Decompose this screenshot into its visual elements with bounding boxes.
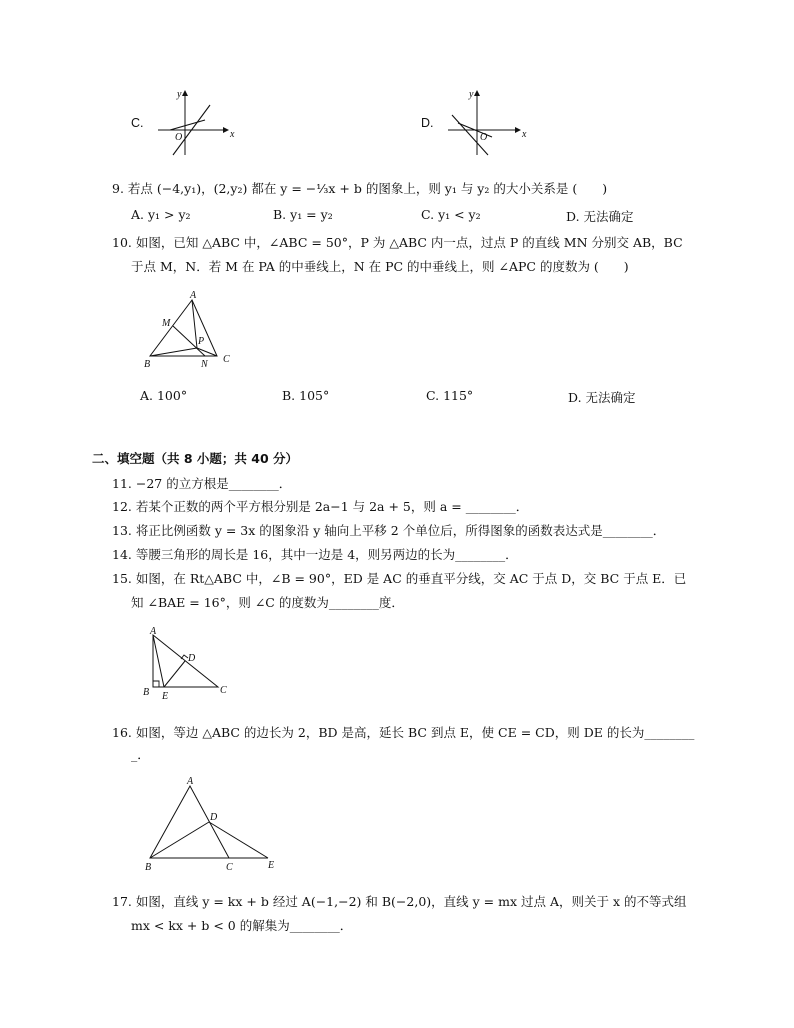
origin-label: O bbox=[480, 132, 488, 143]
y-label: y bbox=[177, 89, 182, 100]
label-b: B bbox=[143, 687, 150, 698]
line-2 bbox=[170, 120, 205, 130]
option-c-graph bbox=[150, 85, 240, 160]
label-a: A bbox=[190, 290, 197, 301]
q10-line1: 10. 如图，已知 △ABC 中，∠ABC = 50°，P 为 △ABC 内一点，过点 P 的直线 MN 分别交 AB，BC bbox=[112, 235, 683, 250]
q15-line1: 15. 如图，在 Rt△ABC 中，∠B = 90°，ED 是 AC 的垂直平分线，交 AC 于点 D，交 BC 于点 E．已 bbox=[112, 571, 687, 586]
label-b: B bbox=[144, 359, 151, 370]
q16-line1: 16. 如图，等边 △ABC 的边长为 2，BD 是高，延长 BC 到点 E，使 CE = CD，则 DE 的长为________ bbox=[112, 725, 695, 740]
option-d-graph bbox=[440, 85, 530, 160]
q10-line2: 于点 M，N．若 M 在 PA 的中垂线上，N 在 PC 的中垂线上，则 ∠APC 的度数为 ( ) bbox=[131, 259, 629, 274]
q15-line2: 知 ∠BAE = 16°，则 ∠C 的度数为________度． bbox=[131, 595, 404, 610]
q10-option-b[interactable]: B. 105° bbox=[282, 388, 330, 403]
q17-line2: mx < kx + b < 0 的解集为________． bbox=[131, 918, 353, 933]
label-d: D bbox=[210, 812, 218, 823]
x-label: x bbox=[230, 129, 235, 140]
triangle-abc bbox=[150, 300, 217, 356]
label-d: D bbox=[188, 653, 196, 664]
origin-label: O bbox=[175, 132, 183, 143]
x-label: x bbox=[522, 129, 527, 140]
section-2-title: 二、填空题（共 8 小题；共 40 分） bbox=[92, 451, 299, 466]
q9-option-c[interactable]: C. y₁ < y₂ bbox=[421, 207, 481, 222]
q16-line2: _． bbox=[131, 747, 150, 762]
q10-figure bbox=[140, 288, 250, 373]
q13: 13. 将正比例函数 y = 3x 的图象沿 y 轴向上平移 2 个单位后，所得图象的函数表达式是________． bbox=[112, 523, 666, 538]
q9-option-a[interactable]: A. y₁ > y₂ bbox=[131, 207, 191, 222]
right-angle-b bbox=[153, 681, 159, 687]
q16-figure bbox=[140, 772, 290, 877]
q11: 11. −27 的立方根是________． bbox=[112, 476, 292, 491]
segment-bd bbox=[150, 822, 209, 858]
label-a: A bbox=[150, 626, 157, 637]
label-c: C bbox=[220, 685, 227, 696]
option-d-label: D. bbox=[421, 116, 434, 130]
q15-figure bbox=[140, 625, 240, 700]
q9-option-d[interactable]: D. 无法确定 bbox=[566, 209, 634, 224]
label-m: M bbox=[162, 318, 171, 329]
y-label: y bbox=[469, 89, 474, 100]
q17-line1: 17. 如图，直线 y = kx + b 经过 A(−1,−2) 和 B(−2,0)，直线 y = mx 过点 A，则关于 x 的不等式组 bbox=[112, 894, 687, 909]
label-b: B bbox=[145, 862, 152, 873]
label-c: C bbox=[226, 862, 233, 873]
q12: 12. 若某个正数的两个平方根分别是 2a−1 与 2a + 5，则 a = ________． bbox=[112, 499, 529, 514]
label-a: A bbox=[187, 776, 194, 787]
segment-bp bbox=[150, 348, 197, 356]
label-n: N bbox=[201, 359, 208, 370]
option-c-label: C. bbox=[131, 116, 144, 130]
q9-option-b[interactable]: B. y₁ = y₂ bbox=[273, 207, 333, 222]
label-e: E bbox=[268, 860, 275, 871]
segment-de bbox=[209, 822, 268, 858]
q10-option-c[interactable]: C. 115° bbox=[426, 388, 474, 403]
q10-option-a[interactable]: A. 100° bbox=[140, 388, 188, 403]
q14: 14. 等腰三角形的周长是 16，其中一边是 4，则另两边的长为________． bbox=[112, 547, 518, 562]
segment-ed bbox=[164, 661, 185, 687]
label-e: E bbox=[162, 691, 169, 700]
q9-stem: 9. 若点 (−4,y₁)，(2,y₂) 都在 y = −⅓x + b 的图象上，则 y₁ 与 y₂ 的大小关系是 ( ) bbox=[112, 181, 608, 196]
q10-option-d[interactable]: D. 无法确定 bbox=[568, 390, 636, 405]
label-p: P bbox=[198, 336, 205, 347]
segment-ap bbox=[192, 300, 197, 348]
label-c: C bbox=[223, 354, 230, 365]
